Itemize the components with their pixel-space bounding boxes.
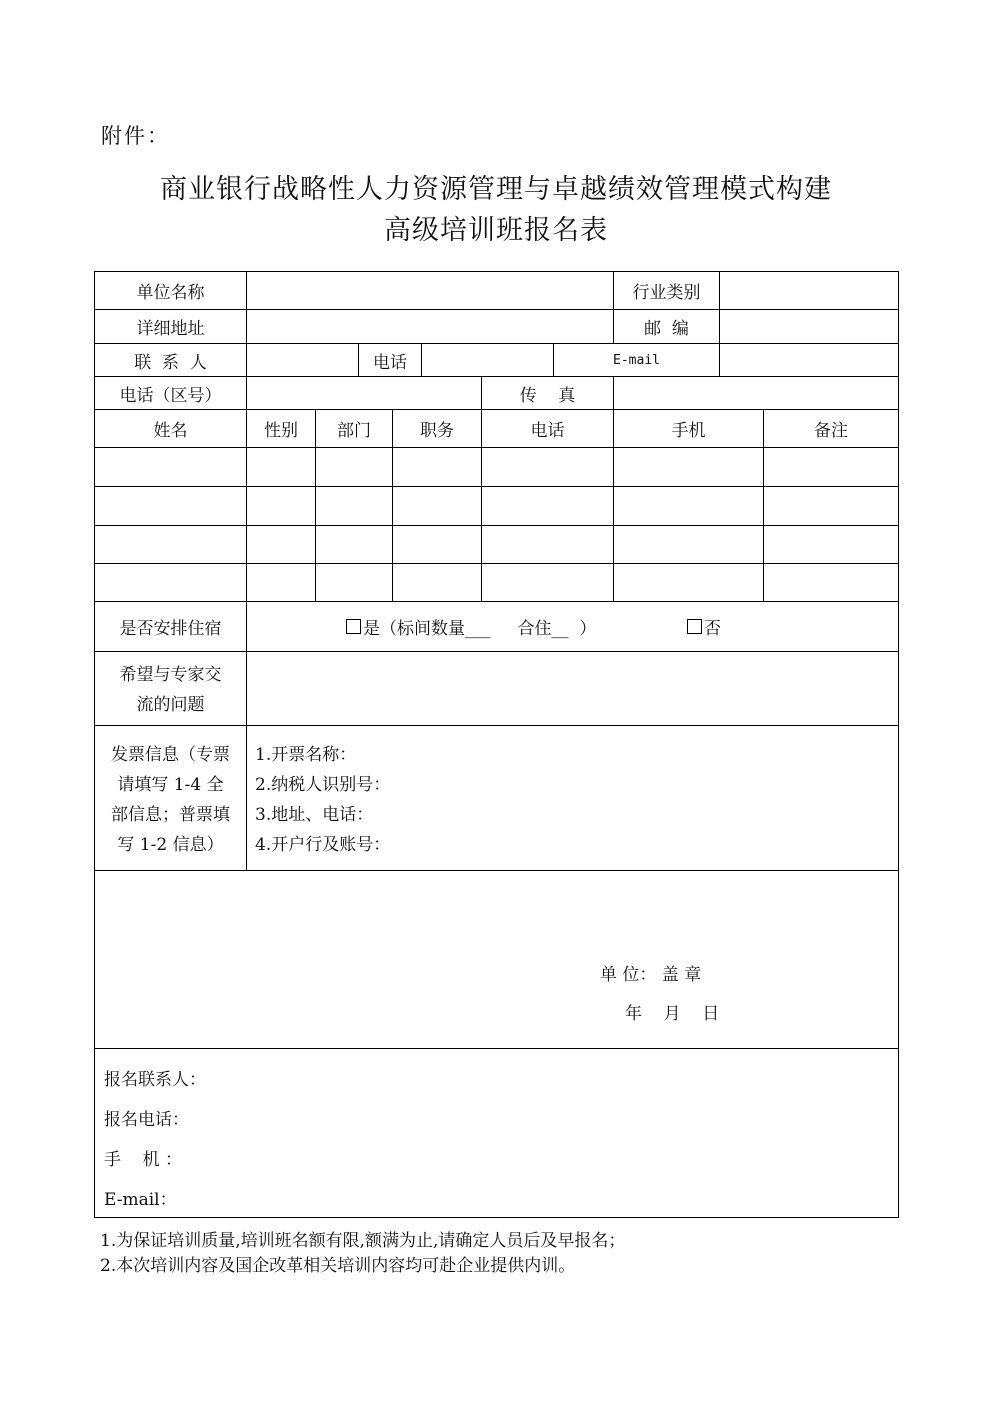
questions-label [95, 660, 246, 720]
industry-label: 行业类别 [632, 283, 701, 303]
stamp-unit: 单 位： 盖 章 [600, 965, 702, 985]
column-header-phone: 电话 [530, 421, 565, 441]
invoice-label-line: 请填写 1-4 全 [117, 775, 224, 795]
table-border-bottom [94, 1217, 899, 1218]
col-line [719, 271, 720, 377]
table-border-right [898, 271, 899, 1218]
row-line [94, 525, 899, 526]
invoice-label-line: 部信息；普票填 [111, 805, 230, 825]
accommodation-label: 是否安排住宿 [119, 619, 222, 639]
column-header-department: 部门 [337, 421, 371, 441]
row-line [94, 563, 899, 564]
row-line [94, 447, 899, 448]
address-label: 详细地址 [136, 319, 205, 339]
column-header-name: 姓名 [153, 421, 188, 441]
registrar-phone: 报名电话： [104, 1110, 189, 1130]
note-2: 2.本次培训内容及国企改革相关培训内容均可赴企业提供内训。 [100, 1256, 576, 1276]
questions-label-line: 流的问题 [136, 695, 205, 715]
accommodation-yes-text: 是（标间数量___ 合住__ ） [363, 619, 597, 639]
row-line [94, 725, 899, 726]
phone-area-label: 电话（区号） [119, 385, 222, 406]
invoice-items [255, 740, 390, 860]
row-line [94, 651, 899, 652]
attachment-label: 附件： [101, 124, 170, 148]
row-line [94, 486, 899, 487]
col-line [246, 271, 247, 871]
invoice-item-address-phone: 3.地址、电话： [255, 805, 374, 825]
registrar-info [104, 1060, 206, 1220]
postcode-label: 邮 编 [644, 319, 689, 339]
stamp-date: 年 月 日 [625, 1004, 720, 1024]
invoice-item-tax-id: 2.纳税人识别号： [255, 775, 391, 795]
invoice-item-bank-account: 4.开户行及账号： [255, 835, 391, 855]
invoice-item-name: 1.开票名称： [255, 745, 357, 765]
email-label: E-mail [613, 352, 660, 368]
note-1: 1.为保证培训质量,培训班名额有限,额满为止,请确定人员后及早报名； [100, 1231, 626, 1251]
row-line [94, 870, 899, 871]
contact-label: 联 系 人 [134, 352, 207, 373]
form-title-line1: 商业银行战略性人力资源管理与卓越绩效管理模式构建 [160, 174, 832, 205]
col-line [421, 343, 422, 376]
column-header-mobile: 手机 [671, 421, 706, 441]
row-line [94, 1048, 899, 1049]
form-title-line2: 高级培训班报名表 [384, 215, 608, 246]
questions-label-line: 希望与专家交 [119, 665, 222, 685]
accommodation-no-text: 否 [704, 619, 721, 639]
invoice-label [95, 740, 246, 860]
col-line [613, 376, 614, 410]
unit-name-label: 单位名称 [136, 283, 205, 303]
accommodation-yes-option[interactable] [346, 602, 646, 651]
column-header-position: 职务 [420, 421, 454, 441]
fax-label: 传 真 [519, 385, 576, 406]
checkbox-yes[interactable] [346, 619, 361, 634]
column-header-gender: 性别 [264, 421, 298, 441]
checkbox-no[interactable] [687, 619, 702, 634]
accommodation-no-option[interactable] [687, 602, 747, 651]
invoice-label-line: 发票信息（专票 [111, 745, 230, 765]
registrar-contact: 报名联系人： [104, 1070, 206, 1090]
registrar-email: E-mail： [104, 1190, 177, 1210]
phone-label: 电话 [373, 352, 407, 373]
column-header-remarks: 备注 [814, 421, 848, 441]
registrar-mobile: 手 机 ： [104, 1150, 183, 1170]
invoice-label-line: 写 1-2 信息） [117, 835, 224, 855]
